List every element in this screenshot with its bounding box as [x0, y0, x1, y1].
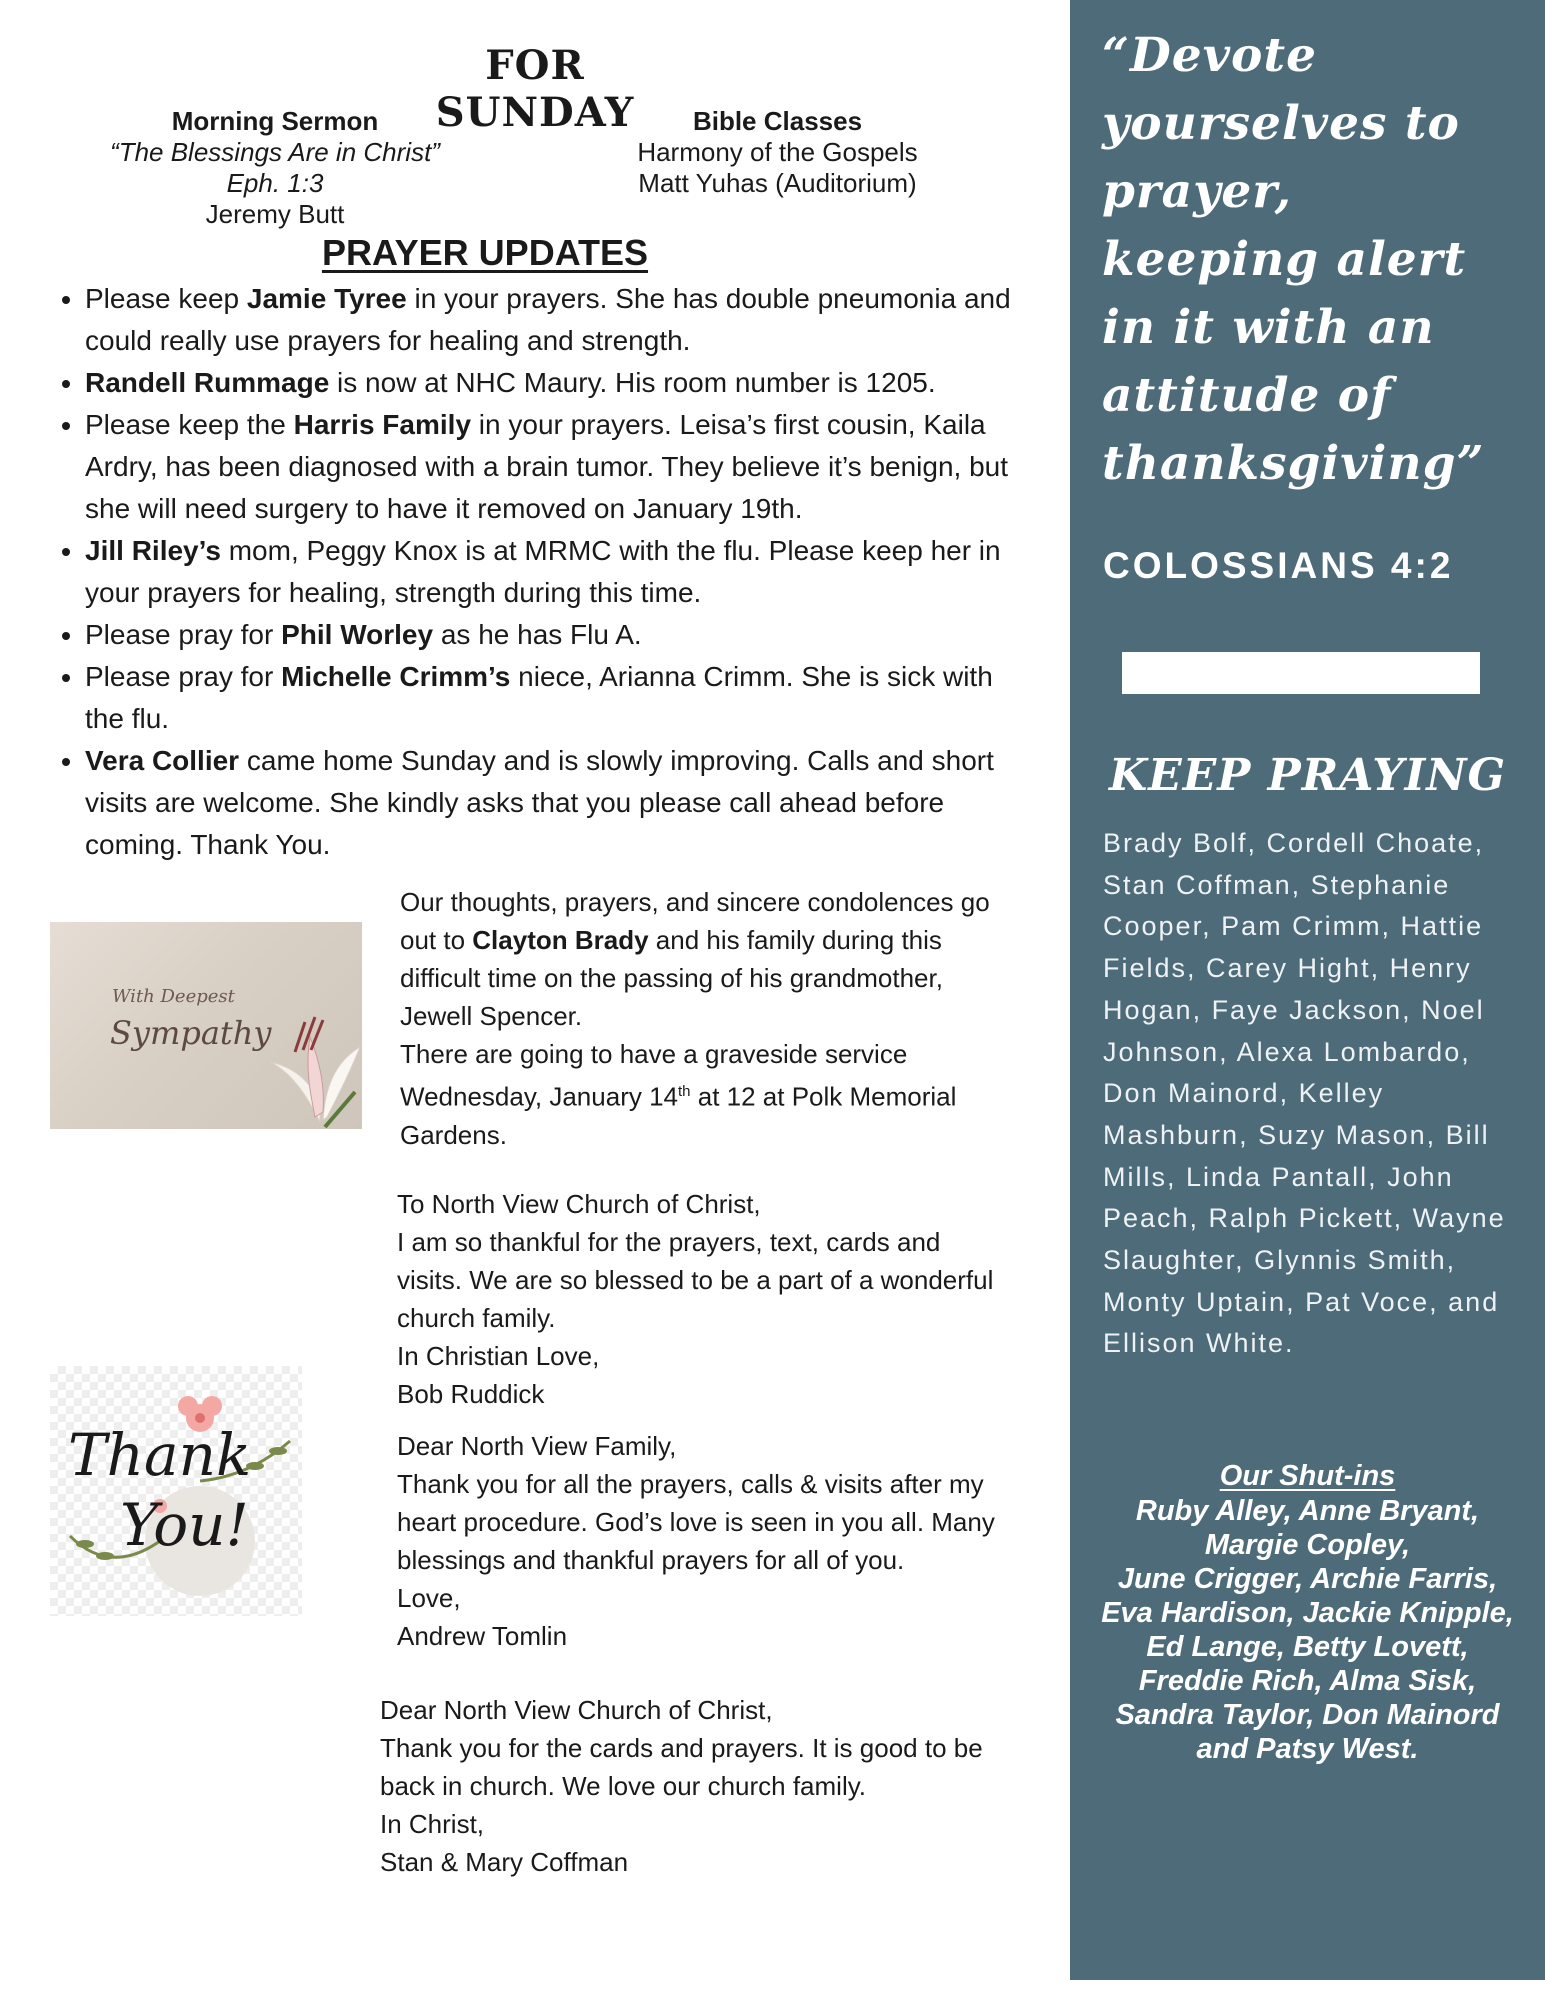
service-text: There are going to have a graveside service Wednesday, January 14 [400, 1039, 908, 1112]
condolence-text: and his family during this difficult time on the passing of his grandmother, Jewell Spencer. [400, 925, 943, 1031]
thank-you-note-ruddick: To North View Church of Christ, I am so thankful for the prayers, text, cards and visits. We are so blessed to be a part of a wonderful church family. In Christian Love, Bob Ruddick [397, 1189, 994, 1409]
page-title: FOR SUNDAY [435, 42, 635, 136]
scripture-reference: COLOSSIANS 4:2 [1103, 545, 1454, 586]
condolence-note [400, 883, 1000, 1154]
list-item [85, 656, 1035, 740]
list-item [85, 530, 1035, 614]
list-item [85, 740, 1035, 866]
item-text: niece, Arianna Crimm. She is sick with the flu. [85, 661, 993, 734]
keep-praying-names: Brady Bolf, Cordell Choate, Stan Coffman, Stephanie Cooper, Pam Crimm, Hattie Fields, Carey Hight, Henry Hogan, Faye Jackson, Noel Johnson, Alexa Lombardo, Don Mainord, Kelley Mashburn, Suzy Mason, Bill Mills, Linda Pantall, John Peach, Ralph Pickett, Wayne Slaughter, Glynnis Smith, Monty Uptain, Pat Voce, and Ellison White. [1103, 828, 1506, 1359]
sympathy-card-line2: Sympathy [110, 1014, 272, 1052]
item-text: Please pray for [85, 661, 282, 692]
thank-you-card-line2: You! [120, 1491, 249, 1559]
thank-you-card-image [50, 1366, 302, 1616]
item-text: Please keep the [85, 409, 294, 440]
list-item [85, 278, 1035, 362]
sermon-title: “The Blessings Are in Christ” [110, 137, 440, 167]
item-text: mom, Peggy Knox is at MRMC with the flu. Please keep her in your prayers for healing, strength during this time. [85, 535, 1001, 608]
classes-heading: Bible Classes [692, 106, 863, 136]
item-text: as he has Flu A. [433, 619, 642, 650]
lily-flower-icon [265, 992, 362, 1129]
sermon-heading: Morning Sermon [171, 106, 379, 136]
prayer-updates-heading: PRAYER UPDATES [321, 232, 649, 273]
thank-you-card-line1: Thank [68, 1421, 252, 1489]
item-name: Phil Worley [281, 619, 434, 650]
item-text: in your prayers. She has double pneumonia and could really use prayers for healing and strength. [85, 283, 1011, 356]
morning-sermon-block [100, 106, 450, 230]
item-name: Harris Family [293, 409, 472, 440]
classes-teacher: Matt Yuhas (Auditorium) [638, 168, 917, 198]
shut-ins-names: Ruby Alley, Anne Bryant, Margie Copley, June Crigger, Archie Farris, Eva Hardison, Jackie Knipple, Ed Lange, Betty Lovett, Freddie Rich, Alma Sisk, Sandra Taylor, Don Mainord and Patsy West. [1101, 1495, 1514, 1765]
sympathy-card-line1: With Deepest [112, 986, 235, 1007]
item-name: Jamie Tyree [246, 283, 407, 314]
item-text: Please keep [85, 283, 247, 314]
service-date-suffix: th [678, 1083, 691, 1100]
service-text: at 12 at Polk Memorial Gardens. [400, 1081, 957, 1150]
item-name: Randell Rummage [85, 367, 330, 398]
sermon-speaker: Jeremy Butt [205, 199, 345, 229]
sermon-scripture: Eph. 1:3 [226, 168, 324, 198]
divider-bar [1122, 652, 1480, 694]
prayer-updates-list [50, 278, 1035, 866]
item-name: Michelle Crimm’s [281, 661, 511, 692]
sidebar [1070, 0, 1545, 1980]
list-item [85, 614, 1035, 656]
list-item [85, 404, 1035, 530]
thank-you-note-tomlin: Dear North View Family, Thank you for all the prayers, calls & visits after my heart procedure. God’s love is seen in you all. Many blessings and thankful prayers for all of you. Love, Andrew Tomlin [397, 1431, 995, 1651]
condolence-name: Clayton Brady [472, 925, 649, 955]
condolence-text: Our thoughts, prayers, and sincere condolences go out to [400, 887, 990, 955]
scripture-quote: “Devote yourselves to prayer, keeping alert in it with an attitude of thanksgiving” [1102, 28, 1485, 491]
shut-ins-heading: Our Shut-ins [1219, 1460, 1396, 1492]
item-text: is now at NHC Maury. His room number is 1205. [329, 367, 936, 398]
list-item [85, 362, 1035, 404]
item-text: Please pray for [85, 619, 282, 650]
item-name: Jill Riley’s [85, 535, 221, 566]
sympathy-card-image [50, 922, 362, 1129]
thank-you-note-coffman: Dear North View Church of Christ, Thank you for the cards and prayers. It is good to be back in church. We love our church family. In Christ, Stan & Mary Coffman [380, 1695, 983, 1877]
item-name: Vera Collier [85, 745, 240, 776]
bible-classes-block [600, 106, 955, 199]
item-text: came home Sunday and is slowly improving. Calls and short visits are welcome. She kindly asks that you please call ahead before coming. Thank You. [85, 745, 994, 860]
classes-topic: Harmony of the Gospels [637, 137, 918, 167]
keep-praying-heading: KEEP PRAYING [1108, 750, 1507, 801]
item-text: in your prayers. Leisa’s first cousin, Kaila Ardry, has been diagnosed with a brain tumor. They believe it’s benign, but she will need surgery to have it removed on January 19th. [85, 409, 1009, 524]
